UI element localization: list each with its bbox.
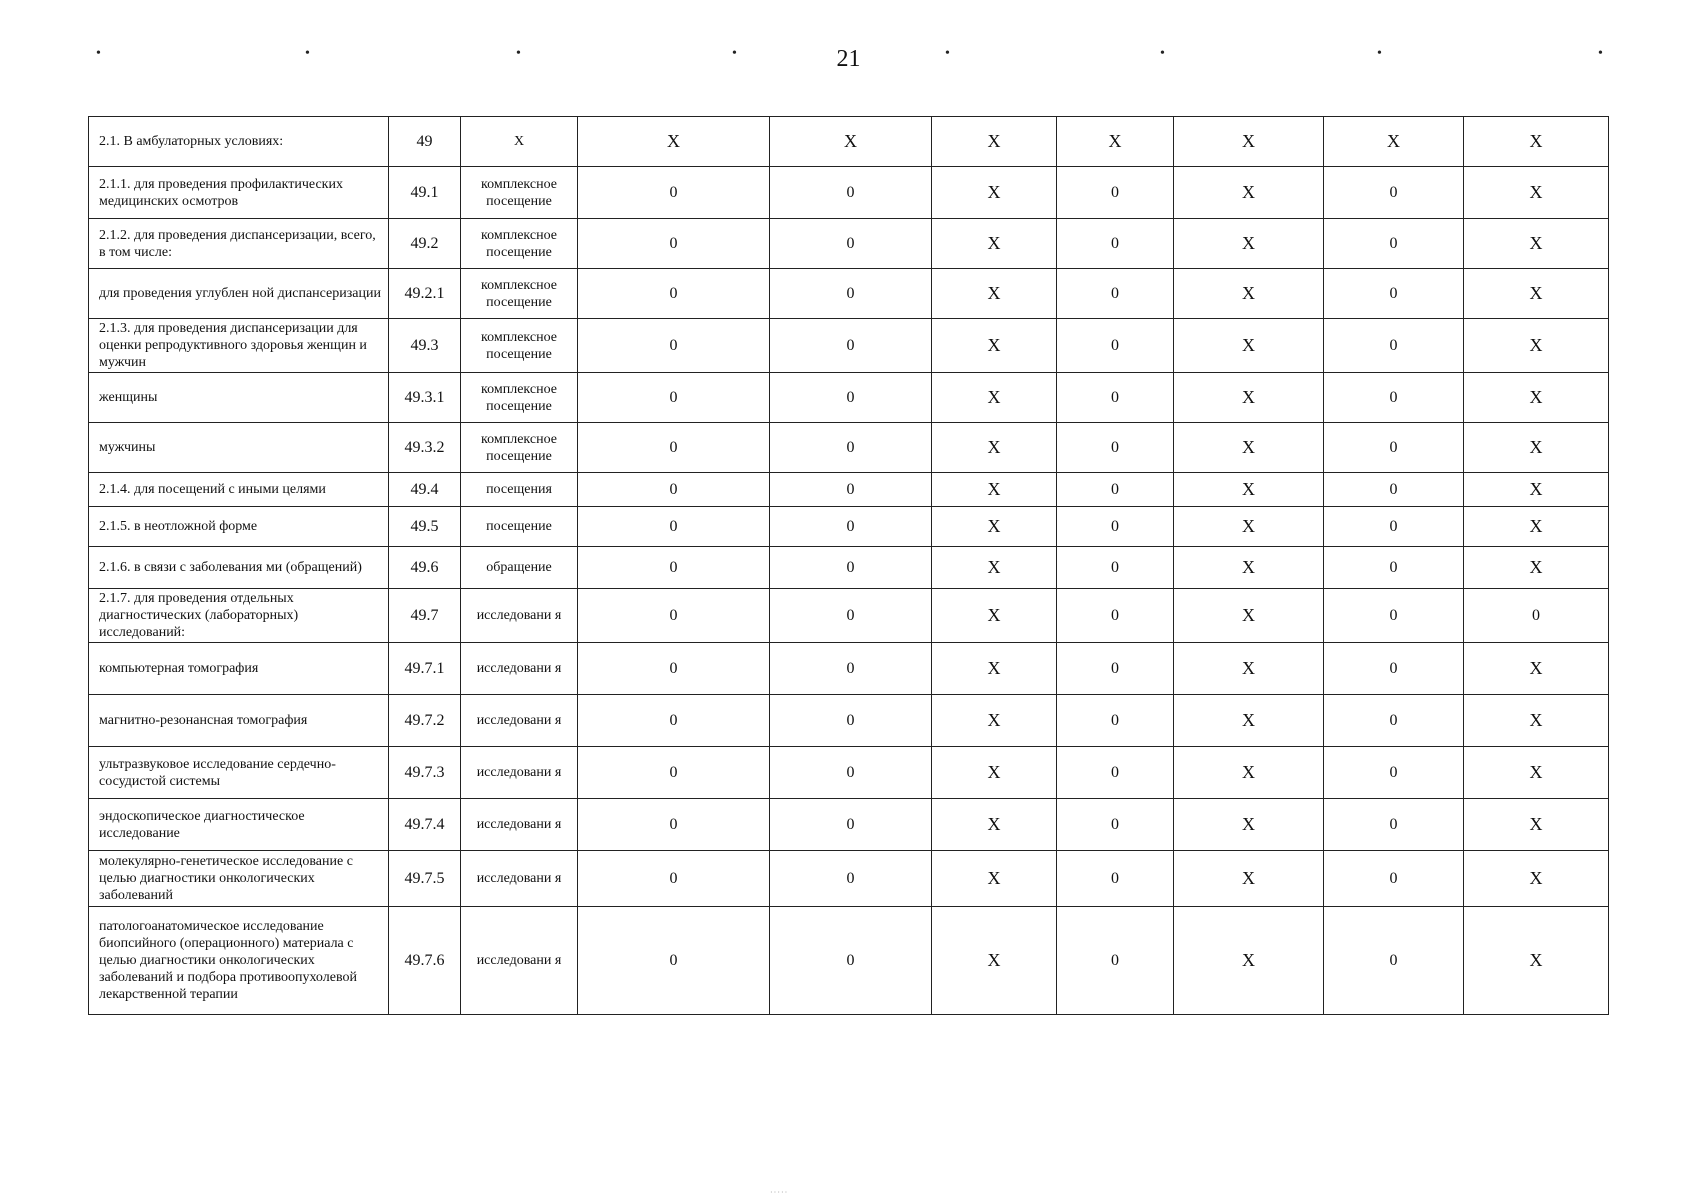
row-unit-cell: исследовани я <box>461 851 578 907</box>
value-cell: Х <box>932 747 1057 799</box>
value-cell: 0 <box>1324 269 1464 319</box>
value-cell: 0 <box>1324 643 1464 695</box>
row-unit-cell: комплексное посещение <box>461 167 578 219</box>
row-name-cell: 2.1.3. для проведения диспансеризации для оценки репродуктивного здоровья женщин и мужчин <box>89 319 389 373</box>
row-name-cell: патологоанатомическое исследование биопсийного (операционного) материала с целью диагностики онкологических заболеваний и подбора противоопухолевой лекарственной терапии <box>89 907 389 1015</box>
row-unit-cell: комплексное посещение <box>461 373 578 423</box>
value-cell: Х <box>932 219 1057 269</box>
row-unit-cell: посещения <box>461 473 578 507</box>
value-cell: 0 <box>1057 547 1174 589</box>
row-name-cell: молекулярно-генетическое исследование с целью диагностики онкологических заболеваний <box>89 851 389 907</box>
table-row <box>89 167 1609 219</box>
value-cell: Х <box>1464 851 1609 907</box>
value-cell: Х <box>1464 373 1609 423</box>
value-cell: 0 <box>770 319 932 373</box>
value-cell: Х <box>932 117 1057 167</box>
scan-dot: • <box>1377 46 1382 61</box>
data-table <box>88 116 1609 1015</box>
value-cell: 0 <box>1057 695 1174 747</box>
row-name-cell: 2.1.6. в связи с заболевания ми (обращений) <box>89 547 389 589</box>
table-row <box>89 423 1609 473</box>
scan-dot: • <box>1598 46 1603 61</box>
row-name-cell: 2.1.4. для посещений с иными целями <box>89 473 389 507</box>
table-row <box>89 799 1609 851</box>
value-cell: 0 <box>1324 547 1464 589</box>
value-cell: Х <box>1174 695 1324 747</box>
value-cell: 0 <box>1057 851 1174 907</box>
value-cell: 0 <box>1057 167 1174 219</box>
value-cell: 0 <box>1057 589 1174 643</box>
row-unit-cell: исследовани я <box>461 907 578 1015</box>
value-cell: Х <box>1464 643 1609 695</box>
value-cell: 0 <box>770 373 932 423</box>
value-cell: Х <box>770 117 932 167</box>
row-name-cell: 2.1.2. для проведения диспансеризации, всего, в том числе: <box>89 219 389 269</box>
value-cell: 0 <box>1324 747 1464 799</box>
value-cell: Х <box>1174 507 1324 547</box>
value-cell: Х <box>1174 473 1324 507</box>
value-cell: 0 <box>1324 167 1464 219</box>
value-cell: Х <box>1174 423 1324 473</box>
value-cell: 0 <box>1057 473 1174 507</box>
scan-dot: • <box>1160 46 1165 61</box>
value-cell: 0 <box>1324 851 1464 907</box>
table-row <box>89 851 1609 907</box>
value-cell: 0 <box>770 695 932 747</box>
value-cell: 0 <box>1324 507 1464 547</box>
value-cell: Х <box>1174 117 1324 167</box>
row-code-cell: 49.6 <box>389 547 461 589</box>
row-unit-cell: посещение <box>461 507 578 547</box>
value-cell: Х <box>1174 799 1324 851</box>
value-cell: Х <box>1464 907 1609 1015</box>
row-unit-cell: комплексное посещение <box>461 269 578 319</box>
value-cell: Х <box>932 269 1057 319</box>
value-cell: Х <box>1464 167 1609 219</box>
scan-dot: • <box>96 46 101 61</box>
data-table-wrapper <box>88 116 1608 1015</box>
value-cell: Х <box>932 547 1057 589</box>
row-code-cell: 49.3.2 <box>389 423 461 473</box>
value-cell: 0 <box>1057 269 1174 319</box>
value-cell: Х <box>1174 851 1324 907</box>
value-cell: 0 <box>770 269 932 319</box>
row-name-cell: 2.1.7. для проведения отдельных диагностических (лабораторных) исследований: <box>89 589 389 643</box>
value-cell: Х <box>1464 319 1609 373</box>
value-cell: Х <box>932 373 1057 423</box>
value-cell: 0 <box>578 695 770 747</box>
value-cell: Х <box>1174 589 1324 643</box>
row-code-cell: 49.7.4 <box>389 799 461 851</box>
row-name-cell: 2.1.1. для проведения профилактических медицинских осмотров <box>89 167 389 219</box>
row-unit-cell: исследовани я <box>461 799 578 851</box>
row-unit-cell: комплексное посещение <box>461 219 578 269</box>
row-code-cell: 49 <box>389 117 461 167</box>
row-unit-cell: Х <box>461 117 578 167</box>
value-cell: Х <box>932 423 1057 473</box>
value-cell: Х <box>1464 547 1609 589</box>
value-cell: Х <box>1174 747 1324 799</box>
row-code-cell: 49.3 <box>389 319 461 373</box>
value-cell: 0 <box>1324 473 1464 507</box>
value-cell: Х <box>1464 423 1609 473</box>
value-cell: Х <box>1464 117 1609 167</box>
value-cell: Х <box>1174 373 1324 423</box>
value-cell: Х <box>1174 907 1324 1015</box>
value-cell: 0 <box>578 799 770 851</box>
value-cell: 0 <box>1324 589 1464 643</box>
value-cell: Х <box>932 473 1057 507</box>
value-cell: Х <box>1464 269 1609 319</box>
value-cell: Х <box>1174 643 1324 695</box>
value-cell: 0 <box>770 507 932 547</box>
value-cell: Х <box>1174 269 1324 319</box>
value-cell: 0 <box>1057 643 1174 695</box>
value-cell: 0 <box>770 547 932 589</box>
value-cell: Х <box>1174 167 1324 219</box>
value-cell: 0 <box>1057 907 1174 1015</box>
value-cell: 0 <box>1324 695 1464 747</box>
row-name-cell: женщины <box>89 373 389 423</box>
value-cell: 0 <box>1464 589 1609 643</box>
value-cell: 0 <box>770 589 932 643</box>
value-cell: Х <box>1174 547 1324 589</box>
row-name-cell: ультразвуковое исследование сердечно-сосудистой системы <box>89 747 389 799</box>
table-row <box>89 643 1609 695</box>
row-code-cell: 49.7.2 <box>389 695 461 747</box>
table-row <box>89 695 1609 747</box>
row-unit-cell: исследовани я <box>461 643 578 695</box>
row-code-cell: 49.5 <box>389 507 461 547</box>
value-cell: Х <box>932 851 1057 907</box>
value-cell: 0 <box>1324 907 1464 1015</box>
value-cell: 0 <box>1324 423 1464 473</box>
value-cell: Х <box>1464 507 1609 547</box>
value-cell: Х <box>1464 473 1609 507</box>
row-name-cell: магнитно-резонансная томография <box>89 695 389 747</box>
value-cell: 0 <box>770 219 932 269</box>
value-cell: 0 <box>770 907 932 1015</box>
value-cell: 0 <box>770 473 932 507</box>
row-unit-cell: обращение <box>461 547 578 589</box>
value-cell: 0 <box>1057 373 1174 423</box>
table-row <box>89 117 1609 167</box>
value-cell: 0 <box>578 747 770 799</box>
table-row <box>89 473 1609 507</box>
table-body <box>89 117 1609 1015</box>
value-cell: 0 <box>770 167 932 219</box>
value-cell: 0 <box>1057 747 1174 799</box>
value-cell: Х <box>932 167 1057 219</box>
row-code-cell: 49.1 <box>389 167 461 219</box>
value-cell: 0 <box>578 589 770 643</box>
row-code-cell: 49.7.1 <box>389 643 461 695</box>
row-code-cell: 49.2 <box>389 219 461 269</box>
value-cell: Х <box>932 907 1057 1015</box>
value-cell: Х <box>1464 799 1609 851</box>
value-cell: 0 <box>578 643 770 695</box>
row-name-cell: 2.1. В амбулаторных условиях: <box>89 117 389 167</box>
scan-dot: • <box>516 46 521 61</box>
value-cell: 0 <box>770 423 932 473</box>
value-cell: Х <box>1174 219 1324 269</box>
row-unit-cell: исследовани я <box>461 747 578 799</box>
value-cell: Х <box>1174 319 1324 373</box>
value-cell: 0 <box>578 373 770 423</box>
value-cell: Х <box>1464 219 1609 269</box>
value-cell: Х <box>1464 695 1609 747</box>
value-cell: 0 <box>578 547 770 589</box>
table-row <box>89 747 1609 799</box>
scan-dot: • <box>945 46 950 61</box>
scan-artifact: ····· <box>770 1188 789 1197</box>
value-cell: Х <box>578 117 770 167</box>
value-cell: 0 <box>1324 799 1464 851</box>
value-cell: Х <box>932 589 1057 643</box>
value-cell: 0 <box>770 643 932 695</box>
value-cell: Х <box>932 643 1057 695</box>
row-code-cell: 49.3.1 <box>389 373 461 423</box>
row-code-cell: 49.4 <box>389 473 461 507</box>
row-code-cell: 49.7 <box>389 589 461 643</box>
value-cell: 0 <box>578 473 770 507</box>
row-name-cell: эндоскопическое диагностическое исследование <box>89 799 389 851</box>
table-row <box>89 907 1609 1015</box>
table-row <box>89 507 1609 547</box>
page-number: 21 <box>836 46 861 72</box>
row-unit-cell: комплексное посещение <box>461 319 578 373</box>
table-row <box>89 547 1609 589</box>
value-cell: 0 <box>578 219 770 269</box>
table-row <box>89 219 1609 269</box>
value-cell: Х <box>1464 747 1609 799</box>
value-cell: Х <box>932 695 1057 747</box>
table-row <box>89 589 1609 643</box>
value-cell: 0 <box>1057 799 1174 851</box>
row-name-cell: 2.1.5. в неотложной форме <box>89 507 389 547</box>
row-name-cell: компьютерная томография <box>89 643 389 695</box>
value-cell: 0 <box>770 851 932 907</box>
table-row <box>89 319 1609 373</box>
value-cell: 0 <box>1057 423 1174 473</box>
row-code-cell: 49.7.6 <box>389 907 461 1015</box>
value-cell: 0 <box>1057 507 1174 547</box>
scan-dot: • <box>732 46 737 61</box>
value-cell: 0 <box>770 747 932 799</box>
row-unit-cell: исследовани я <box>461 589 578 643</box>
value-cell: 0 <box>578 319 770 373</box>
value-cell: Х <box>1324 117 1464 167</box>
scan-dot: • <box>305 46 310 61</box>
value-cell: 0 <box>1057 319 1174 373</box>
row-name-cell: мужчины <box>89 423 389 473</box>
value-cell: 0 <box>1057 219 1174 269</box>
value-cell: 0 <box>578 423 770 473</box>
row-code-cell: 49.2.1 <box>389 269 461 319</box>
value-cell: 0 <box>578 167 770 219</box>
value-cell: 0 <box>1324 219 1464 269</box>
row-name-cell: для проведения углублен ной диспансеризации <box>89 269 389 319</box>
value-cell: Х <box>932 507 1057 547</box>
table-row <box>89 269 1609 319</box>
table-row <box>89 373 1609 423</box>
value-cell: 0 <box>578 851 770 907</box>
value-cell: Х <box>932 319 1057 373</box>
row-code-cell: 49.7.3 <box>389 747 461 799</box>
value-cell: 0 <box>1324 373 1464 423</box>
row-unit-cell: исследовани я <box>461 695 578 747</box>
value-cell: 0 <box>578 269 770 319</box>
row-unit-cell: комплексное посещение <box>461 423 578 473</box>
value-cell: 0 <box>578 907 770 1015</box>
value-cell: 0 <box>578 507 770 547</box>
value-cell: 0 <box>770 799 932 851</box>
value-cell: 0 <box>1324 319 1464 373</box>
value-cell: Х <box>932 799 1057 851</box>
row-code-cell: 49.7.5 <box>389 851 461 907</box>
value-cell: Х <box>1057 117 1174 167</box>
